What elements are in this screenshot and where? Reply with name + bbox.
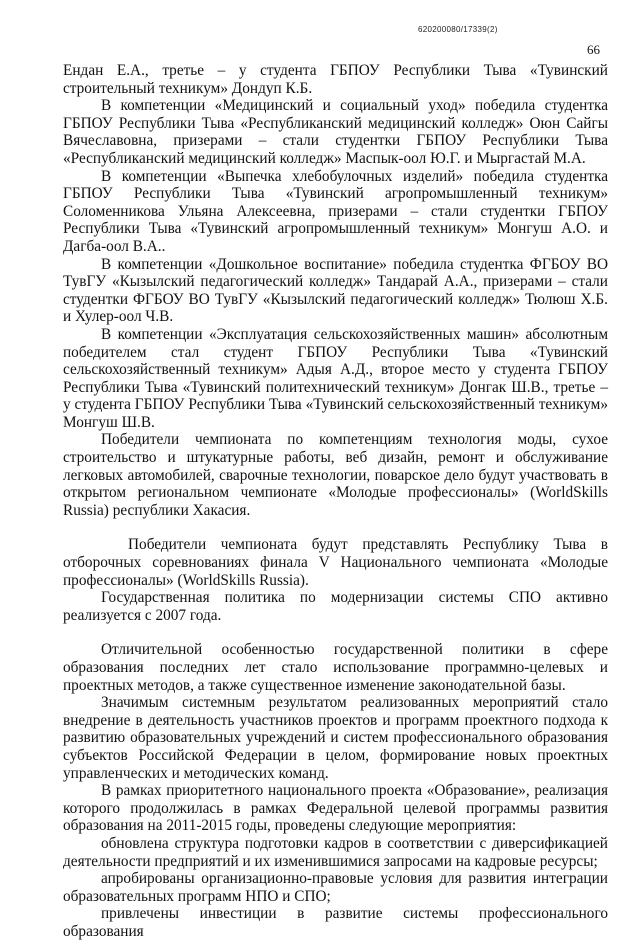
- paragraph-6: Победители чемпионата по компетенциям технология моды, сухое строительство и штукатурные работы, веб дизайн, ремонт и обслуживание легковых автомобилей, сварочные технологии, поварское дело будут участвовать в открытом региональном чемпионате «Молодые профессионалы» (WorldSkills Russia) республики Хакасия.: [63, 431, 608, 519]
- paragraph-7: Победители чемпионата будут представлять Республику Тыва в отборочных соревнованиях финала V Национального чемпионата «Молодые профессионалы» (WorldSkills Russia).: [63, 536, 608, 589]
- paragraph-4: В компетенции «Дошкольное воспитание» победила студентка ФГБОУ ВО ТувГУ «Кызылский педагогический колледж» Тандарай А.А., призерами – стали студентки ФГБОУ ВО ТувГУ «Кызылский педагогический колледж» Тюлюш Х.Б. и Хулер-оол Ч.В.: [63, 255, 608, 326]
- document-id: 620200080/17339(2): [418, 25, 498, 34]
- paragraph-10: Значимым системным результатом реализованных мероприятий стало внедрение в деятельность участников проектов и программ проектного подхода к развитию образовательных учреждений и систем профессионального образования субъектов Российской Федерации в целом, формирование новых проектных управленческих и методических команд.: [63, 694, 608, 782]
- paragraph-11: В рамках приоритетного национального проекта «Образование», реализация которого продолжилась в рамках Федеральной целевой программы развития образования на 2011-2015 годы, проведены следующие мероприятия:: [63, 782, 608, 835]
- page-number: 66: [587, 42, 600, 57]
- paragraph-14: привлечены инвестиции в развитие системы профессионального образования: [63, 905, 608, 940]
- paragraph-5: В компетенции «Эксплуатация сельскохозяйственных машин» абсолютным победителем стал студент ГБПОУ Республики Тыва «Тувинский сельскохозяйственный техникум» Адыя А.Д., второе место у студента ГБПОУ Республики Тыва «Тувинский политехнический техникум» Донгак Ш.В., третье – у студента ГБПОУ Республики Тыва «Тувинский сельскохозяйственный техникум» Монгуш Ш.В.: [63, 325, 608, 431]
- document-body: [63, 62, 608, 941]
- paragraph-3: В компетенции «Выпечка хлебобулочных изделий» победила студентка ГБПОУ Республики Тыва «Тувинский агропромышленный техникум» Соломенникова Ульяна Алексеевна, призерами – стали студентки ГБПОУ Республики Тыва «Тувинский агропромышленный техникум» Монгуш А.О. и Дагба-оол В.А..: [63, 167, 608, 255]
- paragraph-2: В компетенции «Медицинский и социальный уход» победила студентка ГБПОУ Республики Тыва «Республиканский медицинский колледж» Оюн Сайгы Вячеславовна, призерами – стали студентки ГБПОУ Республики Тыва «Республиканский медицинский колледж» Маспык-оол Ю.Г. и Мыргастай М.А.: [63, 97, 608, 167]
- paragraph-9: Отличительной особенностью государственной политики в сфере образования последних лет стало использование программно-целевых и проектных методов, а также существенное изменение законодательной базы.: [63, 641, 608, 694]
- paragraph-1: Ендан Е.А., третье – у студента ГБПОУ Республики Тыва «Тувинский строительный техникум» Дондуп К.Б.: [63, 62, 608, 97]
- paragraph-12: обновлена структура подготовки кадров в соответствии с диверсификацией деятельности предприятий и их изменившимися запросами на кадровые ресурсы;: [63, 834, 608, 870]
- paragraph-13: апробированы организационно-правовые условия для развития интеграции образовательных программ НПО и СПО;: [63, 870, 608, 905]
- paragraph-8: Государственная политика по модернизации системы СПО активно реализуется с 2007 года.: [63, 589, 608, 624]
